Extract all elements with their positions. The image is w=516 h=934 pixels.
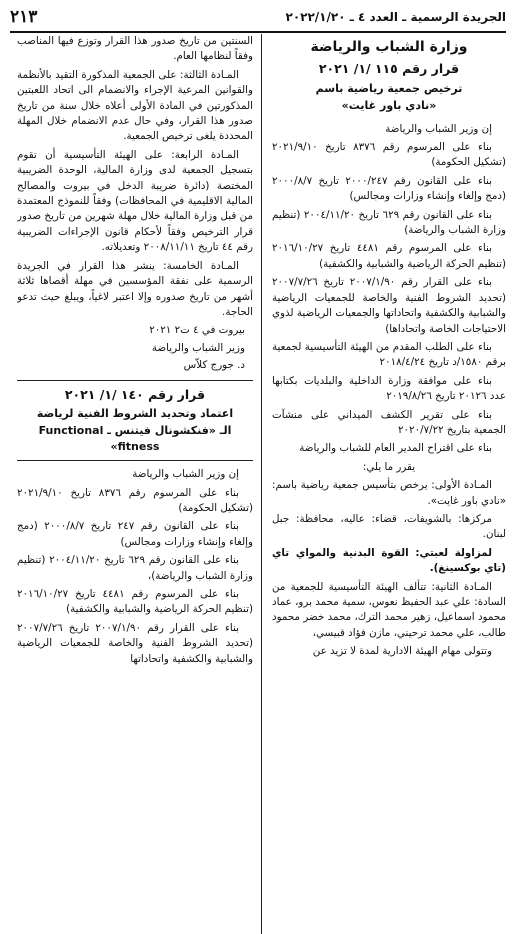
article-2-cont: وتتولى مهام الهيئة الادارية لمدة لا تزيد عن bbox=[312, 645, 492, 658]
continued-text: السنتين من تاريخ صدور هذا القرار وتوزع فيها المناصب وفقاً لنظامها العام. bbox=[17, 35, 253, 63]
article-4: المـادة الرابعة: على الهيئة التأسيسية أن تقوم بتسجيل الجمعية لدى وزارة المالية، الوحدة الضريبية المختصة (دائرة ضريبة الدخل في بيروت والمصالح المالية الاقليمية في المحافظات) وفقاً للنموذج المعتمدة من قبل وزارة المالية خلال مهلة شهرين من تاريخ صدور قرار الترخيص وفقاً لأحكام قانون الإجراءات الضريبية رقم ٤٤ تاريخ ٢٠٠٨/١١/١١ وتعديلاته. bbox=[17, 148, 253, 254]
recital-2: بناء على القانون رقم ٢٠٠٠/٢٤٧ تاريخ ٢٠٠٠/٨/٧ (دمج وإلغاء وإنشاء وزارات ومجالس) bbox=[272, 174, 506, 203]
section-separator bbox=[17, 380, 253, 381]
decree-2-sport: الـ «فنكشونال فيتنس ـ Functional fitness» bbox=[38, 424, 232, 453]
recital-9: بناء على اقتراح المدير العام للشباب والرياضة bbox=[299, 442, 492, 455]
article-1-sports: لمزاولة لعبتي: القوة البدنية والمواي تاي (تاي بوكسينغ). bbox=[272, 546, 506, 575]
recital-4: بناء على المرسوم رقم ٤٤٨١ تاريخ ٢٠١٦/١٠/٢٧ (تنظيم الحركة الرياضية والشبابية والكشفية) bbox=[272, 242, 506, 270]
decides-text: يقرر ما يلي: bbox=[362, 460, 416, 473]
decree-2-recital-5: بناء على القرار رقم ٢٠٠٧/١/٩٠ تاريخ ٢٠٠٧/٧/٢٦ (تحديد الشروط الفنية والخاصة للجمعيات الرياضية والشبابية والكشفية واتحاداتها bbox=[17, 621, 253, 665]
recital-3: بناء على القانون رقم ٦٢٩ تاريخ ٢٠٠٤/١١/٢٠ (تنظيم وزارة الشباب والرياضة) bbox=[272, 208, 506, 237]
signature-name: د. جورج كلاّس bbox=[183, 359, 245, 372]
decree-title: قرار رقم ١١٥ /١/ ٢٠٢١ bbox=[318, 61, 460, 77]
recital-8: بناء على تقرير الكشف الميداني على منشآت الجمعية بتاريخ ٢٠٢٠/٧/٢٢ bbox=[272, 408, 506, 436]
article-2: المـادة الثانية: تتألف الهيئة التأسيسية للجمعية من السادة: علي عبد الحفيظ نعوس، سمية محمد برو، عماد محمود اسماعيل، زهير محمد الترك، محمد خضر محمود طالب، علي محمد ترحيني، مازن فؤاد قبيسي، bbox=[272, 580, 506, 639]
decree-2-recital-1: بناء على المرسوم رقم ٨٣٧٦ تاريخ ٢٠٢١/٩/١٠ (تشكيل الحكومة) bbox=[17, 486, 253, 514]
decree-2-recital-4: بناء على المرسوم رقم ٤٤٨١ تاريخ ٢٠١٦/١٠/٢٧ (تنظيم الحركة الرياضية والشبابية والكشفية) bbox=[17, 588, 253, 616]
decree-2-recital-3: بناء على القانون رقم ٦٢٩ تاريخ ٢٠٠٤/١١/٢٠ (تنظيم وزارة الشباب والرياضة)، bbox=[17, 554, 253, 582]
issue-info: الجريدة الرسمية ـ العدد ٤ ـ ٢٠٢٢/١/٢٠ bbox=[285, 10, 506, 24]
club-name: «نادي باور غايت» bbox=[341, 99, 437, 113]
section-separator-2 bbox=[17, 460, 253, 461]
article-3: المـادة الثالثة: على الجمعية المذكورة التقيد بالأنظمة والقوانين المرعية الإجراء والانضمام الى اتحاد اللعبتين المذكورتين في المادة الأولى أعلاه خلال سنة من تاريخ صدور هذا القرار، وفي حال عدم الانضمام خلال المهلة المحددة يلغى ترخيص الجمعية. bbox=[17, 68, 253, 143]
article-5: المـادة الخامسة: ينشر هذا القرار في الجريدة الرسمية على نفقة المؤسسين في مهلة أقصاها ثلاثة أشهر من تاريخ صدوره وإلا اعتبر لاغياً، ويبلغ حيث تدعو الحاجة. bbox=[17, 259, 253, 318]
ministry-title: وزارة الشباب والرياضة bbox=[310, 39, 468, 55]
recital-5: بناء على القرار رقم ٢٠٠٧/١/٩٠ تاريخ ٢٠٠٧/٧/٢٦ (تحديد الشروط الفنية والخاصة للجمعيات الرياضية والشبابية والكشفية واتحاداتها والجمعيات الرياضية لذوي الاحتياجات الخاصة واتحاداها) bbox=[272, 276, 506, 335]
decree-2-title: قرار رقم ١٤٠ /١/ ٢٠٢١ bbox=[64, 386, 206, 402]
column-divider bbox=[261, 34, 262, 934]
decree-subtitle: ترخيص جمعية رياضية باسم bbox=[315, 81, 463, 95]
recital-1: بناء على المرسوم رقم ٨٣٧٦ تاريخ ٢٠٢١/٩/١٠ (تشكيل الحكومة) bbox=[272, 141, 506, 169]
decree-2-recital-2: بناء على القانون رقم ٢٤٧ تاريخ ٢٠٠٠/٨/٧ (دمج وإلغاء وإنشاء وزارات ومجالس) bbox=[17, 520, 253, 548]
decree-2-subtitle: اعتماد وتحديد الشروط الفنية لرياضة bbox=[36, 406, 234, 420]
recital-7: بناء على موافقة وزارة الداخلية والبلديات بكتابها عدد ٢٠١٢٦ تاريخ ٢٠١٩/٨/٢٦ bbox=[272, 374, 506, 403]
page-header bbox=[10, 6, 506, 33]
columns bbox=[10, 34, 506, 934]
left-column bbox=[17, 34, 259, 934]
right-column bbox=[264, 34, 506, 934]
signature-date: بيروت في ٤ ت٢ ٢٠٢١ bbox=[149, 324, 245, 337]
decree-2-intro: إن وزير الشباب والرياضة bbox=[132, 468, 239, 481]
article-1-hq: مركزها: بالشويفات، قضاء: عاليه، محافظة: جبل لبنان. bbox=[272, 512, 506, 541]
recital-6: بناء على الطلب المقدم من الهيئة التأسيسية لجمعية برقم ١٥٨٠/د تاريخ ٢٠١٨/٤/٢٤ bbox=[272, 340, 506, 369]
article-1: المـادة الأولى: يرخص بتأسيس جمعية رياضية باسم: «نادي باور غايت». bbox=[272, 479, 506, 507]
signature-title: وزير الشباب والرياضة bbox=[151, 341, 245, 354]
page-number: ٢١٣ bbox=[10, 7, 38, 27]
intro-text: إن وزير الشباب والرياضة bbox=[385, 122, 492, 135]
